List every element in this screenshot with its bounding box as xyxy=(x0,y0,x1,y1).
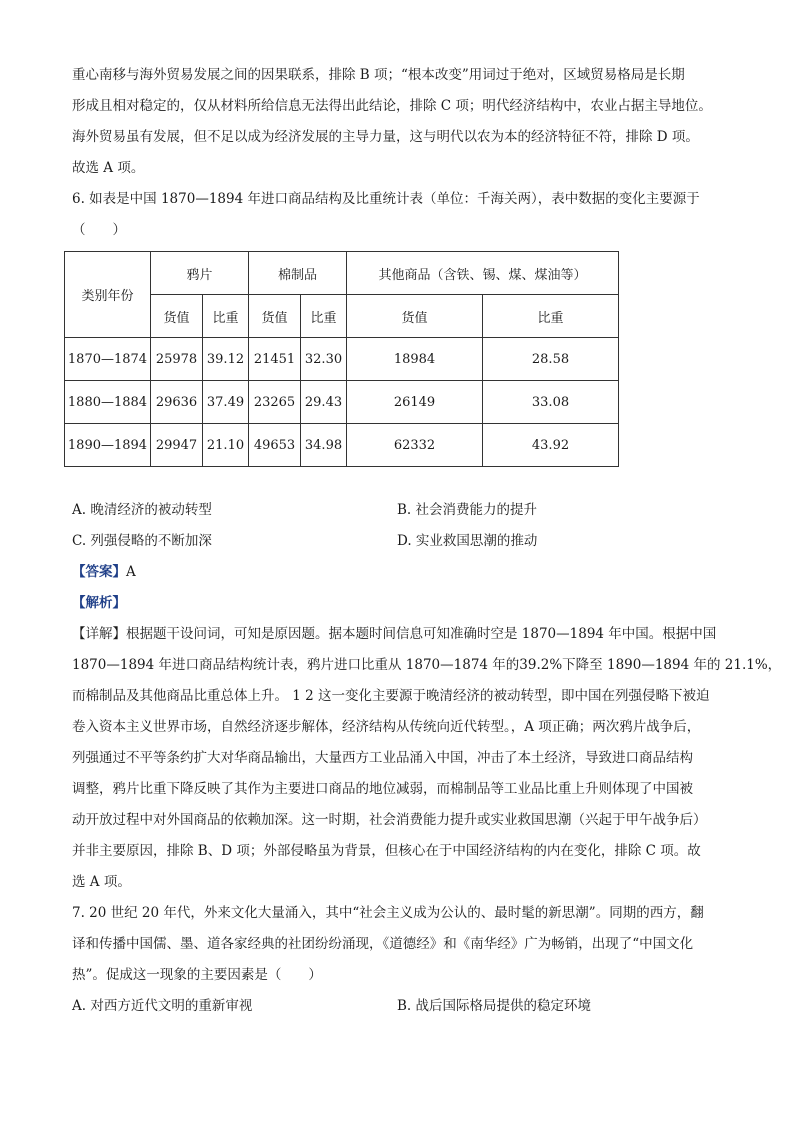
answer-label: 【答案】 xyxy=(72,564,126,580)
analysis-line xyxy=(72,588,732,619)
intro-paragraph xyxy=(72,60,732,184)
table-cell: 39.12 xyxy=(203,338,249,381)
analysis-label: 【解析】 xyxy=(72,595,126,611)
table-row xyxy=(65,381,619,424)
text-line: 海外贸易虽有发展，但不足以成为经济发展的主导力量，这与明代以农为本的经济特征不符，排除 D 项。 xyxy=(72,129,699,145)
table-cell: 33.08 xyxy=(483,381,619,424)
text-line: 故选 A 项。 xyxy=(72,160,145,176)
text-line: 形成且相对稳定的，仅从材料所给信息无法得出此结论，排除 C 项；明代经济结构中，农业占据主导地位。 xyxy=(72,98,712,114)
question-stem: 7. 20 世纪 20 年代，外来文化大量涌入，其中“社会主义成为公认的、最时髦的新思潮”。同期的西方，翻 xyxy=(72,905,704,921)
option-a: A. 对西方近代文明的重新审视 xyxy=(72,998,253,1014)
option-b: B. 战后国际格局提供的稳定环境 xyxy=(397,998,592,1014)
row-period: 1870—1874 xyxy=(65,338,151,381)
question-6 xyxy=(67,184,782,898)
table-cell: 25978 xyxy=(151,338,203,381)
table-cell: 29947 xyxy=(151,424,203,467)
sub-header: 比重 xyxy=(483,295,619,338)
options-row xyxy=(72,991,732,1022)
text-line: 卷入资本主义世界市场，自然经济逐步解体，经济结构从传统向近代转型。，A 项正确；两次鸦片战争后， xyxy=(72,719,701,735)
table-cell: 23265 xyxy=(249,381,301,424)
options-row xyxy=(72,495,732,526)
text-line: 选 A 项。 xyxy=(72,874,131,890)
table-cell: 49653 xyxy=(249,424,301,467)
group-header-other: 其他商品（含铁、锡、煤、煤油等） xyxy=(347,252,619,295)
sub-header: 货值 xyxy=(151,295,203,338)
question-stem: 热”。促成这一现象的主要因素是（ ） xyxy=(72,967,322,983)
table-cell: 37.49 xyxy=(203,381,249,424)
text-line: 调整，鸦片比重下降反映了其作为主要进口商品的地位减弱，而棉制品等工业品比重上升则体现了中国被 xyxy=(72,781,693,797)
text-line: 重心南移与海外贸易发展之间的因果联系，排除 B 项；“根本改变”用词过于绝对，区域贸易格局是长期 xyxy=(72,67,685,83)
table-cell: 32.30 xyxy=(301,338,347,381)
table-cell: 29636 xyxy=(151,381,203,424)
detail-paragraph xyxy=(72,619,782,898)
text-line: 动开放过程中对外国商品的依赖加深。这一时期，社会消费能力提升或实业救国思潮（兴起于甲午战争后） xyxy=(72,812,707,828)
text-line: 列强通过不平等条约扩大对华商品输出，大量西方工业品涌入中国，冲击了本土经济，导致进口商品结构 xyxy=(72,750,693,766)
sub-header: 货值 xyxy=(347,295,483,338)
table-cell: 43.92 xyxy=(483,424,619,467)
table-cell: 29.43 xyxy=(301,381,347,424)
option-a: A. 晚清经济的被动转型 xyxy=(72,502,212,518)
table-cell: 18984 xyxy=(347,338,483,381)
question-7 xyxy=(72,898,732,1022)
question-stem: 6. 如表是中国 1870—1894 年进口商品结构及比重统计表（单位：千海关两），表中数据的变化主要源于 xyxy=(72,191,700,207)
option-c: C. 列强侵略的不断加深 xyxy=(72,533,212,549)
page-content xyxy=(67,60,782,1022)
table-cell: 34.98 xyxy=(301,424,347,467)
table-cell: 21451 xyxy=(249,338,301,381)
table-cell: 26149 xyxy=(347,381,483,424)
answer-line xyxy=(72,557,732,588)
table-cell: 21.10 xyxy=(203,424,249,467)
row-period: 1890—1894 xyxy=(65,424,151,467)
group-header-cotton: 棉制品 xyxy=(249,252,347,295)
question-blank: （ ） xyxy=(72,222,126,238)
row-period: 1880—1884 xyxy=(65,381,151,424)
group-header-opium: 鸦片 xyxy=(151,252,249,295)
sub-header: 比重 xyxy=(301,295,347,338)
text-line: 【详解】根据题干设问词，可知是原因题。据本题时间信息可知准确时空是 1870—1894 年中国。根据中国 xyxy=(72,626,717,642)
options-row xyxy=(72,526,732,557)
table-cell: 62332 xyxy=(347,424,483,467)
sub-header: 比重 xyxy=(203,295,249,338)
text-line: 1870—1894 年进口商品结构统计表，鸦片进口比重从 1870—1874 年的39.2%下降至 1890—1894 年的 21.1%， xyxy=(72,657,782,673)
answer-value: A xyxy=(126,564,136,580)
table-row xyxy=(65,338,619,381)
table-cell: 28.58 xyxy=(483,338,619,381)
text-line: 而棉制品及其他商品比重总体上升。 1 2 这一变化主要源于晚清经济的被动转型，即中国在列强侵略下被迫 xyxy=(72,688,710,704)
table-row xyxy=(65,424,619,467)
import-structure-table xyxy=(64,251,619,467)
corner-header: 类别年份 xyxy=(65,252,151,338)
option-b: B. 社会消费能力的提升 xyxy=(397,502,538,518)
text-line: 并非主要原因，排除 B、D 项；外部侵略虽为背景，但核心在于中国经济结构的内在变化，排除 C 项。故 xyxy=(72,843,701,859)
sub-header: 货值 xyxy=(249,295,301,338)
option-d: D. 实业救国思潮的推动 xyxy=(397,533,538,549)
question-stem: 译和传播中国儒、墨、道各家经典的社团纷纷涌现，《道德经》和《南华经》广为畅销，出现了“中国文化 xyxy=(72,936,694,952)
